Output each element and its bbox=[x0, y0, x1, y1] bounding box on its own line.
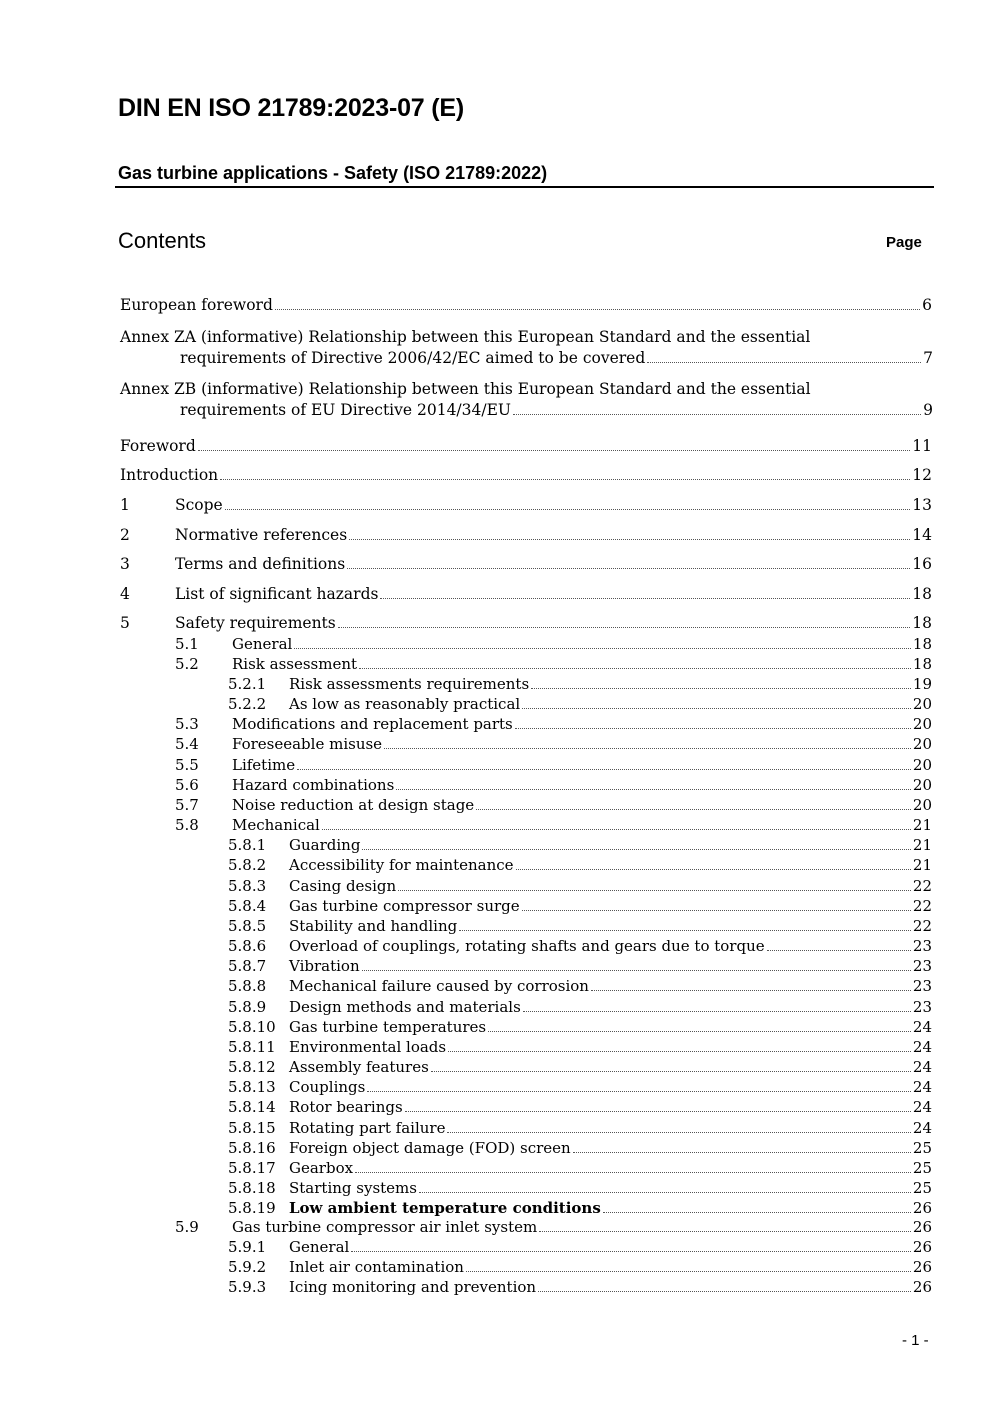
toc-entry-3[interactable] bbox=[0, 554, 992, 574]
toc-entry-number: 5.5 bbox=[175, 756, 199, 774]
toc-entry-title: Scope bbox=[175, 496, 223, 514]
toc-entry-number: 5.8.1 bbox=[228, 836, 267, 854]
dot-leader bbox=[531, 675, 911, 689]
toc-entry-page: 26 bbox=[912, 1238, 932, 1256]
toc-entry-2[interactable] bbox=[0, 525, 992, 545]
toc-entry-title: Introduction bbox=[120, 466, 219, 484]
toc-entry-page: 11 bbox=[912, 437, 932, 455]
toc-entry-number: 5.8.14 bbox=[228, 1098, 276, 1116]
toc-entry-5-8-5[interactable] bbox=[0, 916, 992, 936]
toc-entry-page: 25 bbox=[912, 1179, 932, 1197]
toc-entry-5-8-14[interactable] bbox=[0, 1097, 992, 1117]
toc-entry-number: 5.8.10 bbox=[228, 1018, 276, 1036]
toc-entry-page: 22 bbox=[912, 897, 932, 915]
toc-entry-number: 5.8.18 bbox=[228, 1179, 276, 1197]
toc-entry-page: 22 bbox=[912, 877, 932, 895]
toc-entry-title: Rotor bearings bbox=[289, 1098, 403, 1116]
dot-leader bbox=[523, 998, 911, 1012]
dot-leader bbox=[359, 655, 911, 669]
toc-entry-title: Icing monitoring and prevention bbox=[289, 1278, 537, 1296]
toc-entry-page: 23 bbox=[912, 937, 932, 955]
toc-entry-number: 5.8.17 bbox=[228, 1159, 276, 1177]
toc-entry-page: 7 bbox=[923, 349, 933, 367]
toc-entry-page: 21 bbox=[912, 856, 932, 874]
dot-leader bbox=[362, 957, 911, 971]
toc-entry-page: 20 bbox=[912, 695, 932, 713]
toc-entry-number: 5.8.7 bbox=[228, 957, 267, 975]
toc-entry-5-8-6[interactable] bbox=[0, 936, 992, 956]
toc-entry-title: Low ambient temperature conditions bbox=[289, 1199, 601, 1217]
toc-entry-title-line1: Annex ZA (informative) Relationship between this European Standard and the essential bbox=[120, 328, 811, 346]
toc-entry-5-9-1[interactable] bbox=[0, 1237, 992, 1257]
toc-entry-5-8-18[interactable] bbox=[0, 1178, 992, 1198]
toc-entry-5-8-13[interactable] bbox=[0, 1077, 992, 1097]
toc-entry-number: 5.4 bbox=[175, 735, 199, 753]
page-column-heading: Page bbox=[886, 234, 922, 251]
toc-entry-number: 5.9.1 bbox=[228, 1238, 267, 1256]
toc-entry-european-foreword[interactable] bbox=[0, 295, 992, 315]
dot-leader bbox=[431, 1058, 911, 1072]
toc-entry-number: 5.8.13 bbox=[228, 1078, 276, 1096]
document-subtitle: Gas turbine applications - Safety (ISO 21789:2022) bbox=[118, 163, 548, 183]
dot-leader bbox=[225, 496, 911, 510]
toc-entry-page: 24 bbox=[912, 1058, 932, 1076]
toc-entry-foreword[interactable] bbox=[0, 436, 992, 456]
toc-entry-5-2-1[interactable] bbox=[0, 674, 992, 694]
toc-entry-page: 13 bbox=[912, 496, 932, 514]
dot-leader bbox=[447, 1119, 910, 1133]
toc-entry-number: 5.8.16 bbox=[228, 1139, 276, 1157]
dot-leader bbox=[591, 977, 911, 991]
toc-entry-number: 5.8.3 bbox=[228, 877, 267, 895]
toc-entry-page: 20 bbox=[912, 776, 932, 794]
toc-entry-number: 5.6 bbox=[175, 776, 199, 794]
toc-entry-page: 6 bbox=[922, 296, 932, 314]
toc-entry-title: Foreign object damage (FOD) screen bbox=[289, 1139, 571, 1157]
toc-entry-5-8-11[interactable] bbox=[0, 1037, 992, 1057]
dot-leader bbox=[538, 1278, 911, 1292]
dot-leader bbox=[522, 897, 911, 911]
dot-leader bbox=[603, 1199, 911, 1213]
dot-leader bbox=[459, 917, 911, 931]
toc-entry-5-8-9[interactable] bbox=[0, 997, 992, 1017]
toc-entry-page: 18 bbox=[912, 614, 932, 632]
dot-leader bbox=[322, 816, 911, 830]
toc-entry-page: 24 bbox=[912, 1038, 932, 1056]
toc-entry-5-8[interactable] bbox=[0, 815, 992, 835]
toc-entry-title: Couplings bbox=[289, 1078, 366, 1096]
toc-entry-page: 20 bbox=[912, 735, 932, 753]
toc-entry-5-3[interactable] bbox=[0, 714, 992, 734]
toc-entry-number: 5.8.8 bbox=[228, 977, 267, 995]
toc-entry-number: 5.9.3 bbox=[228, 1278, 267, 1296]
toc-entry-5-8-4[interactable] bbox=[0, 896, 992, 916]
toc-entry-number: 5.3 bbox=[175, 715, 199, 733]
toc-entry-title: Modifications and replacement parts bbox=[232, 715, 513, 733]
toc-entry-page: 18 bbox=[912, 655, 932, 673]
dot-leader bbox=[380, 585, 910, 599]
toc-entry-title: Safety requirements bbox=[175, 614, 336, 632]
toc-entry-title: Stability and handling bbox=[289, 917, 458, 935]
toc-entry-number: 5.1 bbox=[175, 635, 199, 653]
toc-entry-page: 19 bbox=[912, 675, 932, 693]
toc-entry-number: 2 bbox=[120, 526, 130, 544]
toc-entry-page: 23 bbox=[912, 977, 932, 995]
dot-leader bbox=[513, 401, 921, 415]
toc-entry-number: 5.8.9 bbox=[228, 998, 267, 1016]
toc-entry-number: 5.9.2 bbox=[228, 1258, 267, 1276]
toc-entry-page: 18 bbox=[912, 635, 932, 653]
dot-leader bbox=[297, 756, 911, 770]
toc-entry-title: Terms and definitions bbox=[175, 555, 346, 573]
toc-entry-title-line1: Annex ZB (informative) Relationship between this European Standard and the essential bbox=[120, 380, 811, 398]
toc-entry-number: 1 bbox=[120, 496, 130, 514]
toc-entry-title: Guarding bbox=[289, 836, 361, 854]
toc-entry-introduction[interactable] bbox=[0, 465, 992, 485]
dot-leader bbox=[396, 776, 911, 790]
dot-leader bbox=[294, 635, 911, 649]
page-number: - 1 - bbox=[902, 1332, 929, 1349]
dot-leader bbox=[419, 1179, 911, 1193]
toc-entry-number: 5.2.2 bbox=[228, 695, 267, 713]
toc-entry-5-8-16[interactable] bbox=[0, 1138, 992, 1158]
toc-entry-number: 5.8.5 bbox=[228, 917, 267, 935]
toc-entry-number: 5.8.15 bbox=[228, 1119, 276, 1137]
toc-entry-title: Design methods and materials bbox=[289, 998, 521, 1016]
toc-entry-title: Vibration bbox=[289, 957, 360, 975]
toc-entry-title: Gas turbine compressor air inlet system bbox=[232, 1218, 538, 1236]
toc-entry-page: 20 bbox=[912, 715, 932, 733]
toc-entry-title: As low as reasonably practical bbox=[289, 695, 521, 713]
toc-entry-5-8-17[interactable] bbox=[0, 1158, 992, 1178]
toc-entry-5-9-2[interactable] bbox=[0, 1257, 992, 1277]
toc-entry-page: 24 bbox=[912, 1098, 932, 1116]
toc-entry-title: Mechanical failure caused by corrosion bbox=[289, 977, 589, 995]
toc-entry-page: 22 bbox=[912, 917, 932, 935]
dot-leader bbox=[349, 526, 910, 540]
toc-entry-page: 12 bbox=[912, 466, 932, 484]
dot-leader bbox=[355, 1159, 911, 1173]
toc-entry-page: 26 bbox=[912, 1199, 932, 1217]
toc-entry-title-line2: requirements of Directive 2006/42/EC aimed to be covered bbox=[180, 349, 646, 367]
dot-leader bbox=[539, 1218, 911, 1232]
dot-leader bbox=[220, 466, 910, 480]
dot-leader bbox=[275, 296, 920, 310]
toc-entry-5-8-2[interactable] bbox=[0, 855, 992, 875]
toc-entry-title: Rotating part failure bbox=[289, 1119, 446, 1137]
contents-heading: Contents bbox=[118, 228, 207, 253]
toc-entry-number: 5.8.4 bbox=[228, 897, 267, 915]
toc-entry-page: 21 bbox=[912, 836, 932, 854]
toc-entry-5-8-7[interactable] bbox=[0, 956, 992, 976]
toc-entry-page: 25 bbox=[912, 1159, 932, 1177]
dot-leader bbox=[466, 1258, 911, 1272]
toc-entry-5-5[interactable] bbox=[0, 755, 992, 775]
toc-entry-number: 5.2 bbox=[175, 655, 199, 673]
dot-leader bbox=[516, 856, 911, 870]
toc-entry-5-6[interactable] bbox=[0, 775, 992, 795]
toc-entry-number: 5.2.1 bbox=[228, 675, 267, 693]
toc-entry-title: Normative references bbox=[175, 526, 348, 544]
toc-entry-title: Inlet air contamination bbox=[289, 1258, 464, 1276]
toc-entry-5-8-8[interactable] bbox=[0, 976, 992, 996]
toc-entry-page: 20 bbox=[912, 756, 932, 774]
toc-entry-5-2-2[interactable] bbox=[0, 694, 992, 714]
dot-leader bbox=[488, 1018, 911, 1032]
toc-entry-5-9-3[interactable] bbox=[0, 1277, 992, 1297]
toc-entry-title: Foreseeable misuse bbox=[232, 735, 383, 753]
dot-leader bbox=[398, 877, 911, 891]
toc-entry-number: 5.9 bbox=[175, 1218, 199, 1236]
toc-entry-number: 5.8.19 bbox=[228, 1199, 276, 1217]
toc-entry-page: 26 bbox=[912, 1258, 932, 1276]
toc-entry-4[interactable] bbox=[0, 584, 992, 604]
toc-entry-page: 18 bbox=[912, 585, 932, 603]
toc-entry-page: 24 bbox=[912, 1119, 932, 1137]
toc-entry-title: Mechanical bbox=[232, 816, 320, 834]
toc-entry-number: 5.8.12 bbox=[228, 1058, 276, 1076]
toc-entry-title: Gearbox bbox=[289, 1159, 354, 1177]
toc-entry-page: 26 bbox=[912, 1278, 932, 1296]
title-divider bbox=[115, 186, 934, 188]
dot-leader bbox=[405, 1098, 911, 1112]
toc-entry-page: 26 bbox=[912, 1218, 932, 1236]
dot-leader bbox=[384, 735, 911, 749]
toc-entry-5-1[interactable] bbox=[0, 634, 992, 654]
toc-entry-title: Assembly features bbox=[289, 1058, 429, 1076]
toc-entry-number: 5.8.11 bbox=[228, 1038, 276, 1056]
toc-entry-title: General bbox=[289, 1238, 350, 1256]
toc-entry-title: General bbox=[232, 635, 293, 653]
dot-leader bbox=[573, 1139, 911, 1153]
dot-leader bbox=[338, 614, 911, 628]
toc-entry-page: 23 bbox=[912, 998, 932, 1016]
toc-entry-number: 5 bbox=[120, 614, 130, 632]
toc-entry-title-line2: requirements of EU Directive 2014/34/EU bbox=[180, 401, 511, 419]
dot-leader bbox=[476, 796, 911, 810]
toc-entry-title: Foreword bbox=[120, 437, 196, 455]
toc-entry-title: Noise reduction at design stage bbox=[232, 796, 475, 814]
document-title: DIN EN ISO 21789:2023-07 (E) bbox=[118, 94, 464, 122]
toc-entry-5-8-12[interactable] bbox=[0, 1057, 992, 1077]
dot-leader bbox=[367, 1078, 911, 1092]
toc-entry-page: 9 bbox=[923, 401, 933, 419]
dot-leader bbox=[351, 1238, 911, 1252]
toc-entry-title: Accessibility for maintenance bbox=[289, 856, 514, 874]
dot-leader bbox=[347, 555, 910, 569]
toc-entry-title: European foreword bbox=[120, 296, 273, 314]
dot-leader bbox=[362, 836, 910, 850]
dot-leader bbox=[767, 937, 911, 951]
toc-entry-page: 14 bbox=[912, 526, 932, 544]
toc-entry-title: List of significant hazards bbox=[175, 585, 379, 603]
toc-entry-title: Hazard combinations bbox=[232, 776, 395, 794]
toc-entry-title: Starting systems bbox=[289, 1179, 417, 1197]
toc-entry-title: Gas turbine compressor surge bbox=[289, 897, 520, 915]
dot-leader bbox=[198, 437, 911, 451]
toc-entry-5-4[interactable] bbox=[0, 734, 992, 754]
toc-entry-page: 20 bbox=[912, 796, 932, 814]
toc-entry-number: 5.8.2 bbox=[228, 856, 267, 874]
toc-entry-number: 5.8.6 bbox=[228, 937, 267, 955]
toc-entry-page: 16 bbox=[912, 555, 932, 573]
toc-entry-5-8-3[interactable] bbox=[0, 876, 992, 896]
toc-entry-number: 3 bbox=[120, 555, 130, 573]
toc-entry-title: Risk assessment bbox=[232, 655, 358, 673]
dot-leader bbox=[647, 349, 921, 363]
toc-entry-title: Overload of couplings, rotating shafts and gears due to torque bbox=[289, 937, 765, 955]
toc-entry-title: Risk assessments requirements bbox=[289, 675, 530, 693]
toc-entry-page: 24 bbox=[912, 1078, 932, 1096]
toc-entry-5[interactable] bbox=[0, 613, 992, 633]
toc-entry-5-2[interactable] bbox=[0, 654, 992, 674]
toc-entry-5-8-10[interactable] bbox=[0, 1017, 992, 1037]
toc-entry-5-8-1[interactable] bbox=[0, 835, 992, 855]
toc-entry-title: Lifetime bbox=[232, 756, 296, 774]
toc-entry-page: 25 bbox=[912, 1139, 932, 1157]
toc-entry-5-7[interactable] bbox=[0, 795, 992, 815]
toc-entry-page: 23 bbox=[912, 957, 932, 975]
toc-entry-page: 24 bbox=[912, 1018, 932, 1036]
toc-entry-title: Gas turbine temperatures bbox=[289, 1018, 487, 1036]
dot-leader bbox=[448, 1038, 911, 1052]
toc-entry-title: Environmental loads bbox=[289, 1038, 447, 1056]
dot-leader bbox=[522, 695, 911, 709]
toc-entry-number: 5.8 bbox=[175, 816, 199, 834]
toc-entry-title: Casing design bbox=[289, 877, 397, 895]
toc-entry-number: 5.7 bbox=[175, 796, 199, 814]
toc-entry-5-8-15[interactable] bbox=[0, 1118, 992, 1138]
toc-entry-number: 4 bbox=[120, 585, 130, 603]
toc-entry-page: 21 bbox=[912, 816, 932, 834]
toc-entry-5-8-19[interactable] bbox=[0, 1198, 992, 1218]
dot-leader bbox=[515, 715, 911, 729]
toc-entry-1[interactable] bbox=[0, 495, 992, 515]
toc-entry-5-9[interactable] bbox=[0, 1217, 992, 1237]
